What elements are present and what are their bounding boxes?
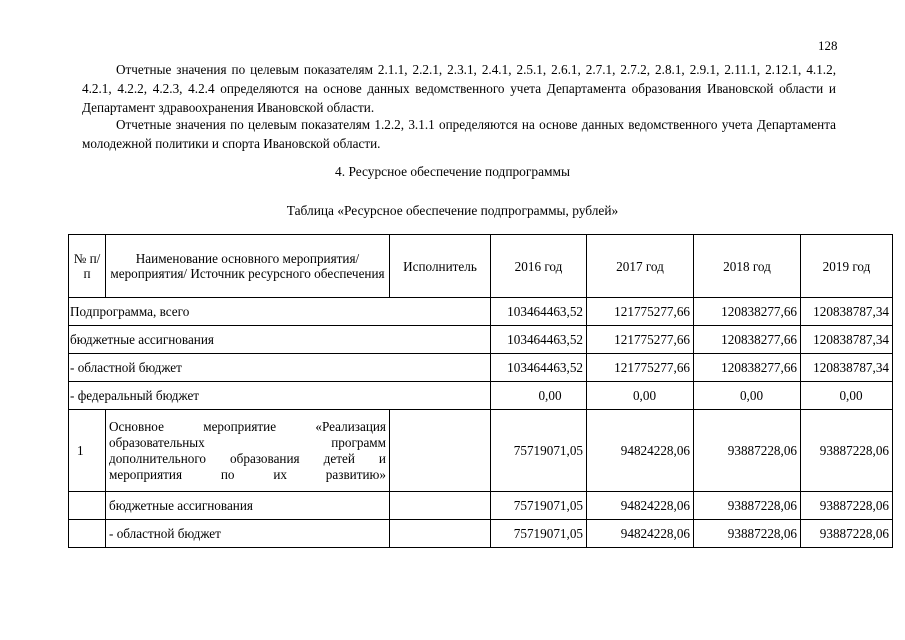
cell-2018: 93887228,06 <box>694 410 801 492</box>
cell-2019: 0,00 <box>801 382 893 410</box>
row-label: бюджетные ассигнования <box>69 326 491 354</box>
cell-2016: 103464463,52 <box>491 326 587 354</box>
cell-2018: 93887228,06 <box>694 520 801 548</box>
cell-2019: 120838787,34 <box>801 354 893 382</box>
activity-name-line: образовательных программ <box>109 434 386 450</box>
cell-2019: 120838787,34 <box>801 298 893 326</box>
cell-2016: 103464463,52 <box>491 298 587 326</box>
activity-name <box>106 410 390 492</box>
header-num: № п/п <box>69 235 106 298</box>
cell-2016: 75719071,05 <box>491 520 587 548</box>
cell-2016: 75719071,05 <box>491 410 587 492</box>
cell-2017: 94824228,06 <box>587 492 694 520</box>
resource-table <box>68 234 893 548</box>
header-2017: 2017 год <box>587 235 694 298</box>
cell-2017: 94824228,06 <box>587 410 694 492</box>
cell-2018: 120838277,66 <box>694 326 801 354</box>
paragraph-1: Отчетные значения по целевым показателям 2.1.1, 2.2.1, 2.3.1, 2.4.1, 2.5.1, 2.6.1, 2.7.1, 2.7.2, 2.8.1, 2.9.1, 2.11.1, 2.12.1, 4.1.2, 4.2.1, 4.2.2, 4.2.3, 4.2.4 определяются на основе данных ведомственного учета Департамента образования Ивановской области и Департамент здравоохранения Ивановской области. <box>82 62 836 115</box>
empty-cell <box>390 492 491 520</box>
paragraph-2: Отчетные значения по целевым показателям 1.2.2, 3.1.1 определяются на основе данных ведомственного учета Департамента молодежной политики и спорта Ивановской области. <box>82 117 836 151</box>
table-row <box>69 492 893 520</box>
activity-name-line: мероприятия по их развитию» <box>109 466 386 482</box>
cell-2016: 103464463,52 <box>491 354 587 382</box>
row-label: - областной бюджет <box>69 354 491 382</box>
cell-2019: 120838787,34 <box>801 326 893 354</box>
cell-2016: 75719071,05 <box>491 492 587 520</box>
empty-cell <box>390 520 491 548</box>
table-row <box>69 382 893 410</box>
activity-executor <box>390 410 491 492</box>
header-2019: 2019 год <box>801 235 893 298</box>
cell-2019: 93887228,06 <box>801 410 893 492</box>
row-label: Подпрограмма, всего <box>69 298 491 326</box>
activity-num: 1 <box>69 410 106 492</box>
row-label: - областной бюджет <box>106 520 390 548</box>
row-label: бюджетные ассигнования <box>106 492 390 520</box>
cell-2017: 121775277,66 <box>587 326 694 354</box>
table-header-row <box>69 235 893 298</box>
table-row <box>69 298 893 326</box>
cell-2017: 121775277,66 <box>587 354 694 382</box>
table-row <box>69 520 893 548</box>
cell-2018: 120838277,66 <box>694 298 801 326</box>
cell-2019: 93887228,06 <box>801 520 893 548</box>
cell-2018: 120838277,66 <box>694 354 801 382</box>
activity-name-line: дополнительного образования детей и <box>109 450 386 466</box>
table-row <box>69 326 893 354</box>
header-2016: 2016 год <box>491 235 587 298</box>
empty-cell <box>69 492 106 520</box>
header-executor: Исполнитель <box>390 235 491 298</box>
header-2018: 2018 год <box>694 235 801 298</box>
empty-cell <box>69 520 106 548</box>
cell-2016: 0,00 <box>491 382 587 410</box>
cell-2018: 93887228,06 <box>694 492 801 520</box>
cell-2018: 0,00 <box>694 382 801 410</box>
table-title: Таблица «Ресурсное обеспечение подпрограммы, рублей» <box>286 203 619 218</box>
page-number: 128 <box>818 38 838 53</box>
section-title: 4. Ресурсное обеспечение подпрограммы <box>335 164 570 179</box>
cell-2017: 0,00 <box>587 382 694 410</box>
cell-2017: 94824228,06 <box>587 520 694 548</box>
activity-row <box>69 410 893 492</box>
table-row <box>69 354 893 382</box>
cell-2017: 121775277,66 <box>587 298 694 326</box>
cell-2019: 93887228,06 <box>801 492 893 520</box>
header-name: Наименование основного мероприятия/мероприятия/ Источник ресурсного обеспечения <box>106 235 390 298</box>
row-label: - федеральный бюджет <box>69 382 491 410</box>
activity-name-line: Основное мероприятие «Реализация <box>109 418 386 434</box>
